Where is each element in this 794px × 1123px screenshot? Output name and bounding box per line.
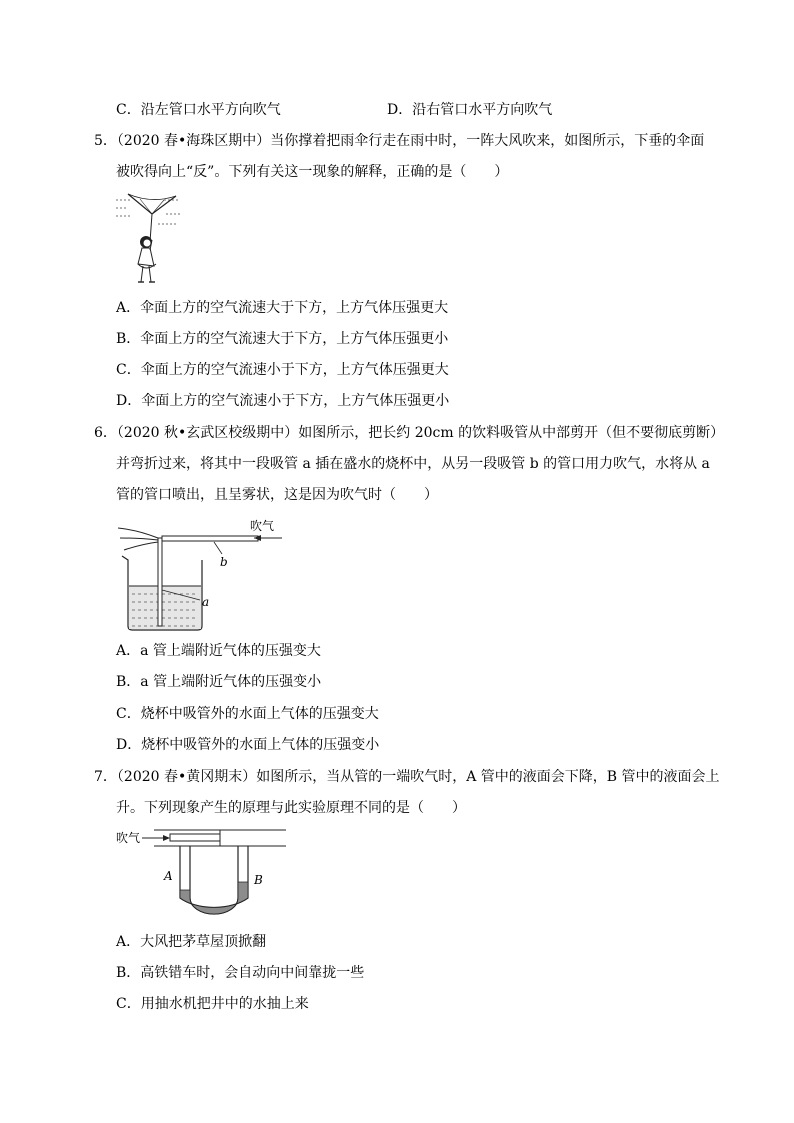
- blow-label: 吹气: [250, 519, 275, 533]
- q7-stem-line-2: 升。下列现象产生的原理与此实验原理不同的是（ ）: [116, 800, 466, 816]
- label-A: A: [164, 869, 173, 883]
- q6-option-c: C．烧杯中吸管外的水面上气体的压强变大: [116, 706, 379, 722]
- umbrella-figure: [112, 190, 184, 290]
- straw-beaker-figure: [114, 516, 284, 638]
- q6-stem-line-2: 并弯折过来，将其中一段吸管 a 插在盛水的烧杯中，从另一段吸管 b 的管口用力吹气，水将从 a: [116, 456, 710, 472]
- q5-option-d: D．伞面上方的空气流速小于下方，上方气体压强更小: [116, 393, 450, 409]
- q6-stem-line-1: 6．（2020 秋•玄武区校级期中）如图所示，把长约 20cm 的饮料吸管从中部剪开（但不要彻底剪断）: [94, 425, 725, 441]
- q7-stem-line-1: 7．（2020 春•黄冈期末）如图所示，当从管的一端吹气时，A 管中的液面会下降，B 管中的液面会上: [94, 769, 720, 785]
- blow-label: 吹气: [116, 831, 141, 845]
- label-B: B: [254, 873, 263, 887]
- q7-option-c: C．用抽水机把井中的水抽上来: [116, 996, 309, 1012]
- q5-option-c: C．伞面上方的空气流速小于下方，上方气体压强更大: [116, 362, 449, 378]
- q7-option-b: B．高铁错车时，会自动向中间靠拢一些: [116, 965, 365, 981]
- label-b: b: [220, 555, 228, 569]
- q6-option-d: D．烧杯中吸管外的水面上气体的压强变小: [116, 737, 380, 753]
- q5-option-b: B．伞面上方的空气流速大于下方，上方气体压强更小: [116, 331, 449, 347]
- q7-option-a: A．大风把茅草屋顶掀翻: [116, 934, 267, 950]
- q5-stem-line-1: 5．（2020 春•海珠区期中）当你撑着把雨伞行走在雨中时，一阵大风吹来，如图所示，下垂的伞面: [94, 133, 705, 149]
- q5-option-a: A．伞面上方的空气流速大于下方，上方气体压强更大: [116, 300, 449, 316]
- q4-option-c: C．沿左管口水平方向吹气: [116, 102, 281, 118]
- label-a: a: [202, 595, 210, 609]
- q4-option-d: D．沿右管口水平方向吹气: [387, 102, 553, 118]
- q6-option-a: A．a 管上端附近气体的压强变大: [116, 643, 321, 659]
- q6-option-b: B．a 管上端附近气体的压强变小: [116, 674, 322, 690]
- q6-stem-line-3: 管的管口喷出，且呈雾状，这是因为吹气时（ ）: [116, 487, 438, 503]
- u-tube-figure: [114, 824, 290, 926]
- q5-stem-line-2: 被吹得向上“反”。下列有关这一现象的解释，正确的是（ ）: [116, 164, 509, 180]
